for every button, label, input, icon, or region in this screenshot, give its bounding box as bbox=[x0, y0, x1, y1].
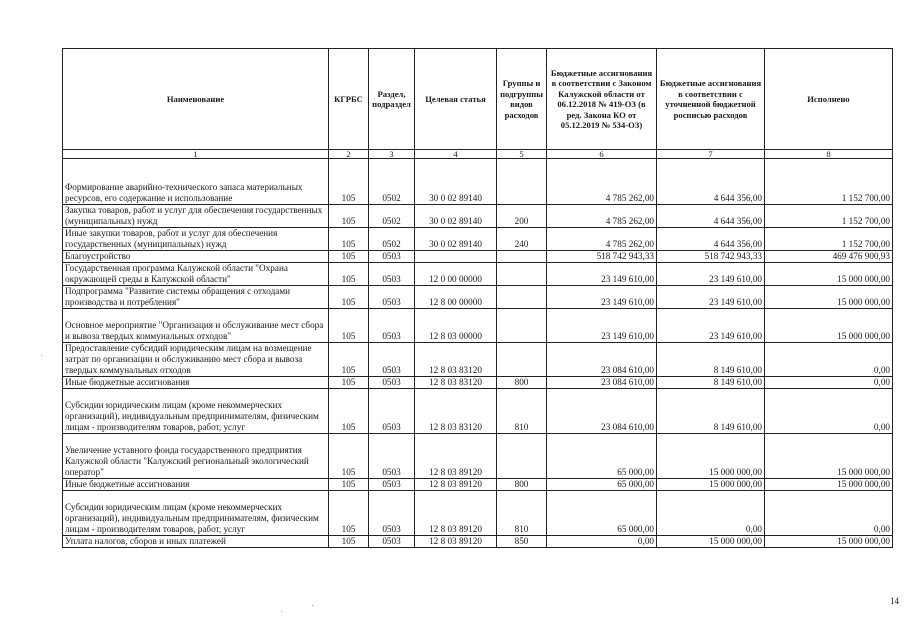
column-number: 1 bbox=[63, 150, 329, 159]
row-group bbox=[497, 159, 547, 205]
row-target: 30 0 02 89140 bbox=[415, 228, 497, 251]
row-executed: 469 476 900,93 bbox=[765, 251, 893, 263]
column-number: 6 bbox=[547, 150, 657, 159]
row-kgrbs: 105 bbox=[329, 434, 369, 479]
row-law: 23 149 610,00 bbox=[547, 286, 657, 309]
row-name: Благоустройство bbox=[63, 251, 329, 263]
column-number: 3 bbox=[369, 150, 415, 159]
row-target: 12 8 03 00000 bbox=[415, 309, 497, 343]
header-executed: Исполнено bbox=[765, 49, 893, 150]
table-row bbox=[63, 309, 893, 343]
row-name: Уплата налогов, сборов и иных платежей bbox=[63, 536, 329, 548]
row-refined: 15 000 000,00 bbox=[657, 434, 765, 479]
row-section: 0503 bbox=[369, 491, 415, 536]
header-law: Бюджетные ассигнования в соответствии с Законом Калужской области от 06.12.2018 № 419-ОЗ (в ред. Закона КО от 05.12.2019 № 534-ОЗ) bbox=[547, 49, 657, 150]
row-target: 30 0 02 89140 bbox=[415, 205, 497, 228]
row-law: 4 785 262,00 bbox=[547, 159, 657, 205]
row-refined: 8 149 610,00 bbox=[657, 377, 765, 389]
row-group: 850 bbox=[497, 536, 547, 548]
row-kgrbs: 105 bbox=[329, 286, 369, 309]
row-executed: 0,00 bbox=[765, 389, 893, 434]
row-executed: 1 152 700,00 bbox=[765, 228, 893, 251]
row-law: 23 084 610,00 bbox=[547, 389, 657, 434]
page-number: 14 bbox=[890, 596, 899, 606]
row-law: 4 785 262,00 bbox=[547, 205, 657, 228]
row-refined: 15 000 000,00 bbox=[657, 536, 765, 548]
row-section: 0503 bbox=[369, 389, 415, 434]
row-section: 0503 bbox=[369, 263, 415, 286]
row-section: 0503 bbox=[369, 251, 415, 263]
row-section: 0503 bbox=[369, 377, 415, 389]
scan-speck bbox=[281, 611, 282, 612]
row-name: Иные бюджетные ассигнования bbox=[63, 377, 329, 389]
row-section: 0503 bbox=[369, 536, 415, 548]
row-group bbox=[497, 263, 547, 286]
budget-table bbox=[62, 48, 893, 548]
row-executed: 15 000 000,00 bbox=[765, 536, 893, 548]
row-target: 30 0 02 89140 bbox=[415, 159, 497, 205]
row-name: Субсидии юридическим лицам (кроме некоммерческих организаций), индивидуальным предпринимателям, физическим лицам - производителям товаров, работ, услуг bbox=[63, 491, 329, 536]
column-number-row bbox=[63, 150, 893, 159]
row-target: 12 8 03 89120 bbox=[415, 491, 497, 536]
row-kgrbs: 105 bbox=[329, 263, 369, 286]
row-executed: 15 000 000,00 bbox=[765, 479, 893, 491]
row-section: 0502 bbox=[369, 159, 415, 205]
row-target: 12 8 03 83120 bbox=[415, 389, 497, 434]
table-row bbox=[63, 205, 893, 228]
table-row bbox=[63, 343, 893, 377]
table-row bbox=[63, 491, 893, 536]
row-refined: 4 644 356,00 bbox=[657, 228, 765, 251]
row-name: Подпрограмма "Развитие системы обращения с отходами производства и потребления" bbox=[63, 286, 329, 309]
row-law: 4 785 262,00 bbox=[547, 228, 657, 251]
row-executed: 0,00 bbox=[765, 343, 893, 377]
row-law: 65 000,00 bbox=[547, 434, 657, 479]
row-section: 0503 bbox=[369, 286, 415, 309]
header-name: Наименование bbox=[63, 49, 329, 150]
table-row bbox=[63, 536, 893, 548]
row-name: Иные закупки товаров, работ и услуг для обеспечения государственных (муниципальных) нужд bbox=[63, 228, 329, 251]
table-row bbox=[63, 389, 893, 434]
row-refined: 518 742 943,33 bbox=[657, 251, 765, 263]
row-name: Формирование аварийно-технического запаса материальных ресурсов, его содержание и использование bbox=[63, 159, 329, 205]
column-number: 2 bbox=[329, 150, 369, 159]
table-row bbox=[63, 251, 893, 263]
row-refined: 15 000 000,00 bbox=[657, 479, 765, 491]
row-executed: 0,00 bbox=[765, 377, 893, 389]
table-row bbox=[63, 286, 893, 309]
row-name: Субсидии юридическим лицам (кроме некоммерческих организаций), индивидуальным предпринимателям, физическим лицам - производителям товаров, работ, услуг bbox=[63, 389, 329, 434]
row-refined: 8 149 610,00 bbox=[657, 343, 765, 377]
row-section: 0502 bbox=[369, 205, 415, 228]
row-executed: 1 152 700,00 bbox=[765, 159, 893, 205]
column-number: 8 bbox=[765, 150, 893, 159]
row-kgrbs: 105 bbox=[329, 389, 369, 434]
row-law: 518 742 943,33 bbox=[547, 251, 657, 263]
header-target: Целевая статья bbox=[415, 49, 497, 150]
header-refined: Бюджетные ассигнования в соответствии с уточненной бюджетной росписью расходов bbox=[657, 49, 765, 150]
table-row bbox=[63, 377, 893, 389]
table-row bbox=[63, 434, 893, 479]
row-group bbox=[497, 309, 547, 343]
column-number: 4 bbox=[415, 150, 497, 159]
row-refined: 8 149 610,00 bbox=[657, 389, 765, 434]
table-row bbox=[63, 228, 893, 251]
row-kgrbs: 105 bbox=[329, 343, 369, 377]
row-group bbox=[497, 343, 547, 377]
row-target: 12 8 00 00000 bbox=[415, 286, 497, 309]
scan-speck bbox=[312, 605, 313, 606]
row-group: 240 bbox=[497, 228, 547, 251]
row-name: Предоставление субсидий юридическим лицам на возмещение затрат по организации и обслуживанию мест сбора и вывоза твердых коммунальных отходов bbox=[63, 343, 329, 377]
table-header bbox=[63, 49, 893, 159]
row-name: Увеличение уставного фонда государственного предприятия Калужской области "Калужский региональный экологический оператор" bbox=[63, 434, 329, 479]
row-kgrbs: 105 bbox=[329, 159, 369, 205]
row-kgrbs: 105 bbox=[329, 251, 369, 263]
table-row bbox=[63, 479, 893, 491]
row-refined: 4 644 356,00 bbox=[657, 205, 765, 228]
row-section: 0503 bbox=[369, 343, 415, 377]
row-executed: 15 000 000,00 bbox=[765, 309, 893, 343]
row-name: Иные бюджетные ассигнования bbox=[63, 479, 329, 491]
row-group: 200 bbox=[497, 205, 547, 228]
row-group: 800 bbox=[497, 377, 547, 389]
row-executed: 0,00 bbox=[765, 491, 893, 536]
row-refined: 0,00 bbox=[657, 491, 765, 536]
row-target: 12 8 03 89120 bbox=[415, 479, 497, 491]
row-target: 12 8 03 89120 bbox=[415, 434, 497, 479]
row-law: 0,00 bbox=[547, 536, 657, 548]
row-target: 12 8 03 83120 bbox=[415, 343, 497, 377]
row-refined: 23 149 610,00 bbox=[657, 263, 765, 286]
row-law: 23 084 610,00 bbox=[547, 343, 657, 377]
scan-speck bbox=[41, 355, 42, 356]
row-target: 12 8 03 83120 bbox=[415, 377, 497, 389]
row-law: 23 149 610,00 bbox=[547, 263, 657, 286]
row-kgrbs: 105 bbox=[329, 205, 369, 228]
row-law: 23 084 610,00 bbox=[547, 377, 657, 389]
row-law: 65 000,00 bbox=[547, 479, 657, 491]
table-row bbox=[63, 263, 893, 286]
row-kgrbs: 105 bbox=[329, 536, 369, 548]
row-kgrbs: 105 bbox=[329, 491, 369, 536]
column-number: 5 bbox=[497, 150, 547, 159]
table-row bbox=[63, 159, 893, 205]
row-section: 0502 bbox=[369, 228, 415, 251]
row-executed: 15 000 000,00 bbox=[765, 263, 893, 286]
row-kgrbs: 105 bbox=[329, 377, 369, 389]
row-law: 65 000,00 bbox=[547, 491, 657, 536]
row-group: 810 bbox=[497, 491, 547, 536]
row-law: 23 149 610,00 bbox=[547, 309, 657, 343]
header-section: Раздел, подраздел bbox=[369, 49, 415, 150]
row-group: 800 bbox=[497, 479, 547, 491]
row-executed: 15 000 000,00 bbox=[765, 434, 893, 479]
row-target: 12 0 00 00000 bbox=[415, 263, 497, 286]
row-group bbox=[497, 251, 547, 263]
row-executed: 1 152 700,00 bbox=[765, 205, 893, 228]
row-group bbox=[497, 434, 547, 479]
row-refined: 4 644 356,00 bbox=[657, 159, 765, 205]
row-kgrbs: 105 bbox=[329, 309, 369, 343]
column-number: 7 bbox=[657, 150, 765, 159]
row-section: 0503 bbox=[369, 309, 415, 343]
row-target bbox=[415, 251, 497, 263]
row-executed: 15 000 000,00 bbox=[765, 286, 893, 309]
row-name: Основное мероприятие "Организация и обслуживание мест сбора и вывоза твердых коммунальных отходов" bbox=[63, 309, 329, 343]
row-target: 12 8 03 89120 bbox=[415, 536, 497, 548]
row-kgrbs: 105 bbox=[329, 228, 369, 251]
row-group bbox=[497, 286, 547, 309]
row-section: 0503 bbox=[369, 479, 415, 491]
row-group: 810 bbox=[497, 389, 547, 434]
row-section: 0503 bbox=[369, 434, 415, 479]
row-name: Государственная программа Калужской области "Охрана окружающей среды в Калужской области" bbox=[63, 263, 329, 286]
header-groups: Группы и подгруппы видов расходов bbox=[497, 49, 547, 150]
row-refined: 23 149 610,00 bbox=[657, 286, 765, 309]
table-body bbox=[63, 159, 893, 548]
row-refined: 23 149 610,00 bbox=[657, 309, 765, 343]
row-kgrbs: 105 bbox=[329, 479, 369, 491]
row-name: Закупка товаров, работ и услуг для обеспечения государственных (муниципальных) нужд bbox=[63, 205, 329, 228]
header-row bbox=[63, 49, 893, 150]
header-kgrbs: КГРБС bbox=[329, 49, 369, 150]
